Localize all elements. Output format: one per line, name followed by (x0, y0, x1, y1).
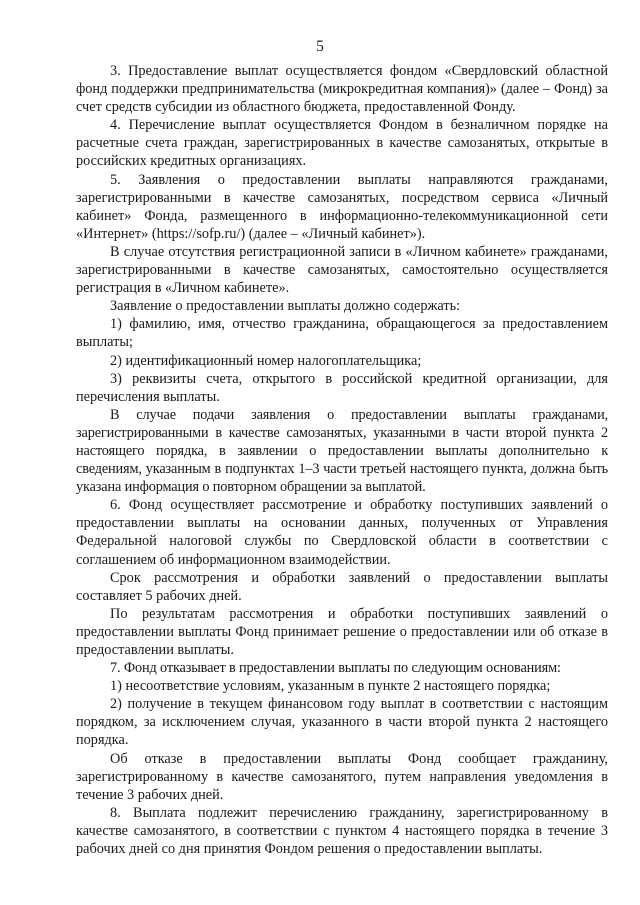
paragraph-4: 4. Перечисление выплат осуществляется Фондом в безналичном порядке на расчетные счета граждан, зарегистрированных в качестве самозанятых, открытые в российских кредитных организациях. (76, 117, 608, 170)
paragraph-6-decision: По результатам рассмотрения и обработки поступивших заявлений о предоставлении выплаты Фонд принимает решение о предоставлении или об отказе в предоставлении выплаты. (76, 605, 608, 658)
paragraph-6-processing-time: Срок рассмотрения и обработки заявлений о предоставлении выплаты составляет 5 рабочих дней. (76, 569, 608, 604)
document-body (76, 62, 608, 858)
paragraph-5-item-3: 3) реквизиты счета, открытого в российской кредитной организации, для перечисления выплаты. (76, 370, 608, 405)
paragraph-7: 7. Фонд отказывает в предоставлении выплаты по следующим основаниям: (110, 660, 561, 677)
page-number: 5 (316, 38, 324, 55)
paragraph-7-item-1: 1) несоответствие условиям, указанным в пункте 2 настоящего порядка; (110, 678, 551, 695)
paragraph-5-registration: В случае отсутствия регистрационной записи в «Личном кабинете» гражданами, зарегистрированными в качестве самозанятых, самостоятельно осуществляется регистрация в «Личном кабинете». (76, 243, 608, 297)
paragraph-5-repeat-application: В случае подачи заявления о предоставлении выплаты гражданами, зарегистрированными в качестве самозанятых, указанными в части второй пункта 2 настоящего порядка, в заявлении о предоставлении выплаты дополнительно к сведениям, указанным в подпунктах 1–3 части третьей настоящего пункта, должна быть указана информация о повторном обращении за выплатой. (76, 406, 608, 496)
paragraph-5-item-2: 2) идентификационный номер налогоплательщика; (110, 352, 422, 369)
paragraph-7-notification: Об отказе в предоставлении выплаты Фонд сообщает гражданину, зарегистрированному в качестве самозанятого, путем направления уведомления в течение 3 рабочих дней. (76, 750, 608, 803)
paragraph-6: 6. Фонд осуществляет рассмотрение и обработку поступивших заявлений о предоставлении выплаты на основании данных, полученных от Управления Федеральной налоговой службы по Свердловской области в соответствии с соглашением об информационном взаимодействии. (76, 497, 608, 568)
paragraph-5-contents-intro: Заявление о предоставлении выплаты должно содержать: (110, 298, 461, 315)
paragraph-5-item-1: 1) фамилию, имя, отчество гражданина, обращающегося за предоставлением выплаты; (76, 316, 608, 351)
paragraph-7-item-2: 2) получение в текущем финансовом году выплат в соответствии с настоящим порядком, за исключением случая, указанного в части второй пункта 2 настоящего порядка. (76, 696, 608, 749)
paragraph-8: 8. Выплата подлежит перечислению гражданину, зарегистрированному в качестве самозанятого, в соответствии с пунктом 4 настоящего порядка в течение 3 рабочих дней со дня принятия Фондом решения о предоставлении выплаты. (76, 804, 608, 858)
paragraph-3: 3. Предоставление выплат осуществляется фондом «Свердловский областной фонд поддержки предпринимательства (микрокредитная компания)» (далее – Фонд) за счет средств субсидии из областного бюджета, предоставленной Фонду. (76, 63, 608, 116)
paragraph-5: 5. Заявления о предоставлении выплаты направляются гражданами, зарегистрированными в качестве самозанятых, посредством сервиса «Личный кабинет» Фонда, размещенного в информационно-телекоммуникационной сети «Интернет» (https://sofp.ru/) (далее – «Личный кабинет»). (76, 171, 608, 242)
